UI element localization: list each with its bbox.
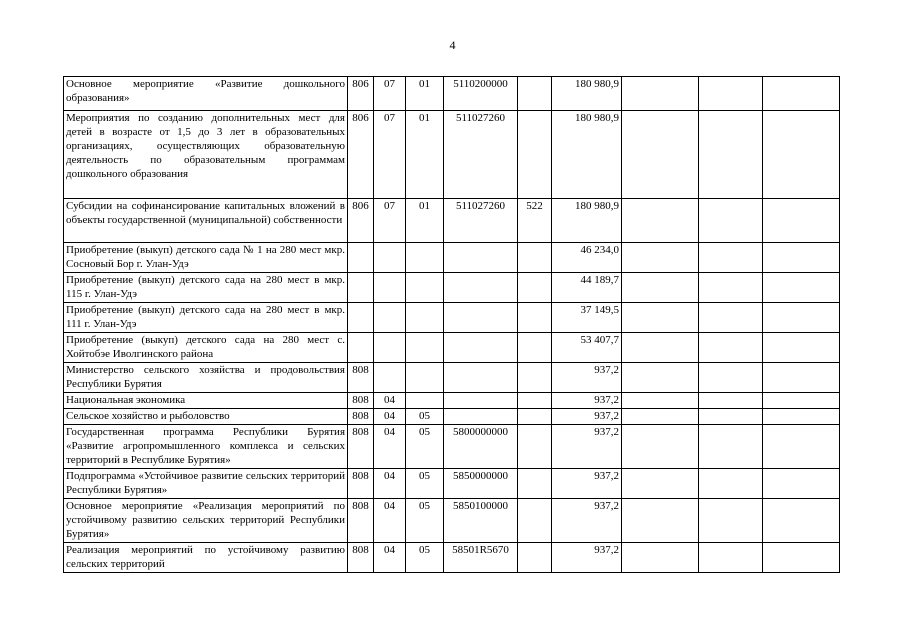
row-amount: 44 189,7	[552, 273, 622, 303]
row-subsection-code: 05	[406, 409, 444, 425]
row-empty-cell	[763, 333, 840, 363]
row-name: Национальная экономика	[64, 393, 348, 409]
row-ministry-code: 806	[348, 111, 374, 199]
row-expense-type	[518, 111, 552, 199]
table-row	[64, 363, 840, 393]
row-empty-cell	[699, 333, 763, 363]
row-section-code	[374, 273, 406, 303]
row-name: Приобретение (выкуп) детского сада № 1 на 280 мест мкр. Сосновый Бор г. Улан-Удэ	[64, 243, 348, 273]
row-expense-type: 522	[518, 199, 552, 243]
row-expense-type	[518, 303, 552, 333]
row-empty-cell	[622, 469, 699, 499]
row-ministry-code: 808	[348, 393, 374, 409]
row-target-code: 58501R5670	[444, 543, 518, 573]
row-name: Приобретение (выкуп) детского сада на 280 мест в мкр. 111 г. Улан-Удэ	[64, 303, 348, 333]
table-row	[64, 425, 840, 469]
row-subsection-code: 01	[406, 77, 444, 111]
table-row	[64, 409, 840, 425]
row-subsection-code: 01	[406, 111, 444, 199]
row-empty-cell	[699, 425, 763, 469]
row-empty-cell	[622, 273, 699, 303]
row-empty-cell	[622, 243, 699, 273]
table-row	[64, 199, 840, 243]
row-empty-cell	[763, 499, 840, 543]
row-expense-type	[518, 243, 552, 273]
row-ministry-code: 808	[348, 409, 374, 425]
row-subsection-code: 05	[406, 543, 444, 573]
row-ministry-code: 808	[348, 363, 374, 393]
row-ministry-code	[348, 303, 374, 333]
row-subsection-code: 05	[406, 499, 444, 543]
row-amount: 180 980,9	[552, 111, 622, 199]
row-empty-cell	[763, 543, 840, 573]
row-ministry-code	[348, 243, 374, 273]
row-subsection-code	[406, 273, 444, 303]
row-subsection-code: 05	[406, 469, 444, 499]
row-empty-cell	[622, 363, 699, 393]
row-expense-type	[518, 425, 552, 469]
table-row	[64, 77, 840, 111]
row-name: Приобретение (выкуп) детского сада на 280 мест в мкр. 115 г. Улан-Удэ	[64, 273, 348, 303]
row-subsection-code: 01	[406, 199, 444, 243]
page-number: 4	[449, 38, 456, 52]
row-ministry-code: 806	[348, 199, 374, 243]
row-subsection-code	[406, 243, 444, 273]
row-empty-cell	[699, 363, 763, 393]
table-row	[64, 469, 840, 499]
row-target-code: 5110200000	[444, 77, 518, 111]
row-name: Приобретение (выкуп) детского сада на 280 мест с. Хойтобэе Иволгинского района	[64, 333, 348, 363]
row-name: Государственная программа Республики Бурятия «Развитие агропромышленного комплекса и сельских территорий в Республике Бурятия»	[64, 425, 348, 469]
row-empty-cell	[763, 393, 840, 409]
row-name: Министерство сельского хозяйства и продовольствия Республики Бурятия	[64, 363, 348, 393]
row-empty-cell	[763, 243, 840, 273]
row-empty-cell	[699, 543, 763, 573]
row-subsection-code: 05	[406, 425, 444, 469]
row-section-code	[374, 363, 406, 393]
row-empty-cell	[763, 425, 840, 469]
table-row	[64, 499, 840, 543]
row-empty-cell	[622, 409, 699, 425]
row-empty-cell	[699, 199, 763, 243]
row-amount: 937,2	[552, 425, 622, 469]
row-section-code: 04	[374, 543, 406, 573]
row-target-code	[444, 273, 518, 303]
table-row	[64, 273, 840, 303]
row-empty-cell	[699, 409, 763, 425]
row-target-code: 511027260	[444, 199, 518, 243]
row-name: Основное мероприятие «Развитие дошкольного образования»	[64, 77, 348, 111]
row-expense-type	[518, 409, 552, 425]
row-expense-type	[518, 273, 552, 303]
row-amount: 937,2	[552, 409, 622, 425]
row-target-code: 5850000000	[444, 469, 518, 499]
row-empty-cell	[622, 543, 699, 573]
row-target-code	[444, 333, 518, 363]
row-section-code: 04	[374, 425, 406, 469]
row-amount: 937,2	[552, 543, 622, 573]
row-empty-cell	[763, 409, 840, 425]
table-row	[64, 543, 840, 573]
row-empty-cell	[763, 199, 840, 243]
row-empty-cell	[699, 111, 763, 199]
table-row	[64, 333, 840, 363]
row-section-code: 04	[374, 393, 406, 409]
row-subsection-code	[406, 393, 444, 409]
row-empty-cell	[699, 273, 763, 303]
row-section-code: 07	[374, 111, 406, 199]
row-amount: 937,2	[552, 363, 622, 393]
row-expense-type	[518, 543, 552, 573]
row-expense-type	[518, 333, 552, 363]
row-section-code: 04	[374, 409, 406, 425]
row-empty-cell	[763, 303, 840, 333]
row-amount: 180 980,9	[552, 77, 622, 111]
table-row	[64, 393, 840, 409]
row-empty-cell	[699, 393, 763, 409]
row-target-code: 5800000000	[444, 425, 518, 469]
row-amount: 937,2	[552, 499, 622, 543]
row-empty-cell	[622, 333, 699, 363]
row-expense-type	[518, 363, 552, 393]
row-section-code: 04	[374, 499, 406, 543]
row-empty-cell	[763, 469, 840, 499]
row-target-code	[444, 393, 518, 409]
row-expense-type	[518, 499, 552, 543]
row-section-code	[374, 303, 406, 333]
row-empty-cell	[699, 303, 763, 333]
row-amount: 937,2	[552, 469, 622, 499]
budget-table	[63, 76, 840, 573]
row-amount: 37 149,5	[552, 303, 622, 333]
row-name: Основное мероприятие «Реализация мероприятий по устойчивому развитию сельских территорий Республики Бурятия»	[64, 499, 348, 543]
row-amount: 180 980,9	[552, 199, 622, 243]
row-ministry-code: 808	[348, 425, 374, 469]
row-empty-cell	[699, 77, 763, 111]
row-target-code: 511027260	[444, 111, 518, 199]
row-ministry-code: 808	[348, 469, 374, 499]
row-name: Сельское хозяйство и рыболовство	[64, 409, 348, 425]
row-target-code	[444, 243, 518, 273]
row-section-code	[374, 333, 406, 363]
row-expense-type	[518, 393, 552, 409]
row-amount: 53 407,7	[552, 333, 622, 363]
row-name: Мероприятия по созданию дополнительных мест для детей в возрасте от 1,5 до 3 лет в образовательных организациях, осуществляющих образовательную деятельность по образовательным программам дошкольного образования	[64, 111, 348, 199]
row-empty-cell	[622, 303, 699, 333]
row-empty-cell	[763, 111, 840, 199]
row-ministry-code	[348, 333, 374, 363]
row-empty-cell	[622, 77, 699, 111]
row-subsection-code	[406, 363, 444, 393]
row-amount: 937,2	[552, 393, 622, 409]
row-empty-cell	[622, 425, 699, 469]
row-empty-cell	[699, 499, 763, 543]
table-row	[64, 243, 840, 273]
table-row	[64, 111, 840, 199]
row-target-code	[444, 409, 518, 425]
row-subsection-code	[406, 303, 444, 333]
row-ministry-code	[348, 273, 374, 303]
row-target-code	[444, 363, 518, 393]
row-target-code	[444, 303, 518, 333]
row-subsection-code	[406, 333, 444, 363]
row-ministry-code: 808	[348, 543, 374, 573]
row-name: Подпрограмма «Устойчивое развитие сельских территорий Республики Бурятия»	[64, 469, 348, 499]
row-empty-cell	[699, 469, 763, 499]
row-expense-type	[518, 77, 552, 111]
row-section-code: 04	[374, 469, 406, 499]
row-target-code: 5850100000	[444, 499, 518, 543]
row-name: Реализация мероприятий по устойчивому развитию сельских территорий	[64, 543, 348, 573]
row-ministry-code: 808	[348, 499, 374, 543]
row-amount: 46 234,0	[552, 243, 622, 273]
row-empty-cell	[622, 499, 699, 543]
row-empty-cell	[699, 243, 763, 273]
row-empty-cell	[622, 393, 699, 409]
row-empty-cell	[622, 199, 699, 243]
row-empty-cell	[763, 363, 840, 393]
row-empty-cell	[763, 273, 840, 303]
row-ministry-code: 806	[348, 77, 374, 111]
row-expense-type	[518, 469, 552, 499]
row-section-code: 07	[374, 199, 406, 243]
row-section-code: 07	[374, 77, 406, 111]
row-section-code	[374, 243, 406, 273]
row-empty-cell	[763, 77, 840, 111]
row-name: Субсидии на софинансирование капитальных вложений в объекты государственной (муниципальной) собственности	[64, 199, 348, 243]
table-row	[64, 303, 840, 333]
row-empty-cell	[622, 111, 699, 199]
